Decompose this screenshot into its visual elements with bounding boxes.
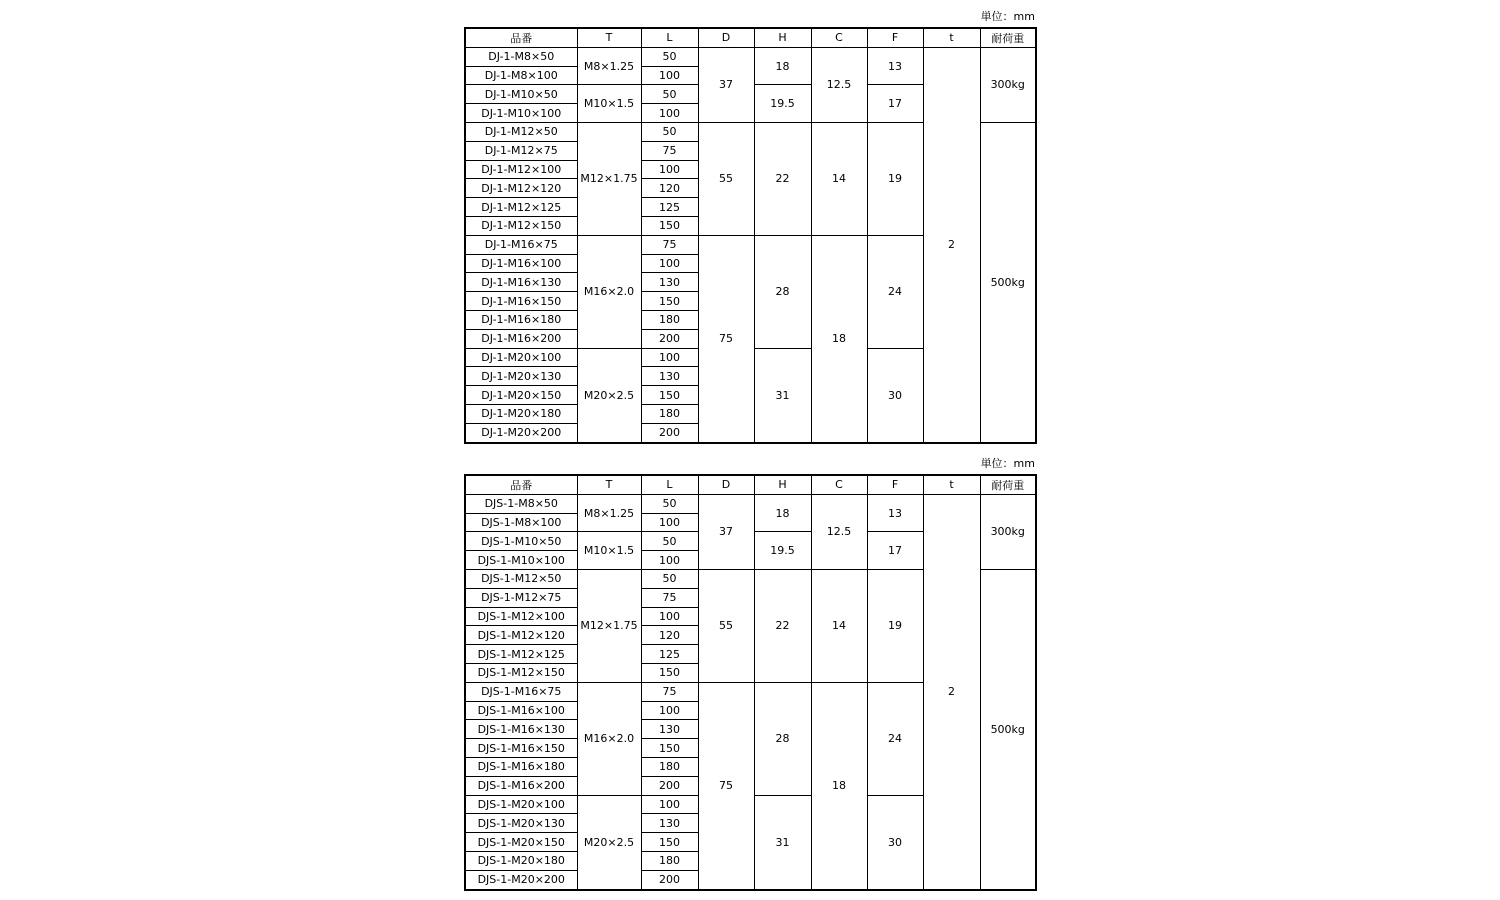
table-header-row [465, 28, 1036, 47]
length-cell: 75 [641, 682, 698, 701]
table-row [465, 47, 1036, 66]
part-number-cell: DJ-1-M20×200 [465, 423, 577, 442]
header-load-capacity: 耐荷重 [980, 28, 1036, 47]
d-cell: 75 [698, 682, 754, 889]
f-cell: 13 [867, 47, 923, 85]
part-number-cell: DJ-1-M16×180 [465, 310, 577, 329]
length-cell: 180 [641, 404, 698, 423]
h-cell: 31 [754, 348, 811, 442]
header-part-number: 品番 [465, 475, 577, 494]
length-cell: 50 [641, 47, 698, 66]
h-cell: 19.5 [754, 85, 811, 123]
header-thread: T [577, 28, 641, 47]
header-h: H [754, 28, 811, 47]
load-capacity-cell: 300kg [980, 47, 1036, 122]
part-number-cell: DJS-1-M12×50 [465, 569, 577, 588]
length-cell: 100 [641, 66, 698, 85]
table-header-row [465, 475, 1036, 494]
f-cell: 19 [867, 569, 923, 682]
length-cell: 100 [641, 160, 698, 179]
part-number-cell: DJS-1-M8×100 [465, 513, 577, 532]
length-cell: 100 [641, 607, 698, 626]
thread-cell: M12×1.75 [577, 569, 641, 682]
length-cell: 125 [641, 198, 698, 217]
c-cell: 14 [811, 122, 867, 235]
part-number-cell: DJ-1-M16×150 [465, 292, 577, 311]
length-cell: 100 [641, 348, 698, 367]
f-cell: 24 [867, 682, 923, 795]
part-number-cell: DJ-1-M8×100 [465, 66, 577, 85]
spec-table-dj [464, 27, 1037, 444]
length-cell: 120 [641, 626, 698, 645]
d-cell: 37 [698, 47, 754, 122]
thread-cell: M16×2.0 [577, 682, 641, 795]
h-cell: 22 [754, 569, 811, 682]
length-cell: 120 [641, 179, 698, 198]
part-number-cell: DJS-1-M20×150 [465, 833, 577, 852]
thread-cell: M12×1.75 [577, 122, 641, 235]
part-number-cell: DJS-1-M12×100 [465, 607, 577, 626]
length-cell: 200 [641, 776, 698, 795]
part-number-cell: DJS-1-M16×130 [465, 720, 577, 739]
load-capacity-cell: 500kg [980, 122, 1036, 442]
part-number-cell: DJ-1-M12×125 [465, 198, 577, 217]
length-cell: 100 [641, 513, 698, 532]
length-cell: 180 [641, 757, 698, 776]
part-number-cell: DJS-1-M16×75 [465, 682, 577, 701]
part-number-cell: DJS-1-M20×100 [465, 795, 577, 814]
length-cell: 130 [641, 367, 698, 386]
header-length: L [641, 475, 698, 494]
c-cell: 12.5 [811, 494, 867, 569]
d-cell: 55 [698, 122, 754, 235]
thread-cell: M10×1.5 [577, 532, 641, 570]
thread-cell: M10×1.5 [577, 85, 641, 123]
part-number-cell: DJS-1-M20×180 [465, 851, 577, 870]
part-number-cell: DJ-1-M16×75 [465, 235, 577, 254]
length-cell: 50 [641, 122, 698, 141]
h-cell: 19.5 [754, 532, 811, 570]
length-cell: 180 [641, 310, 698, 329]
f-cell: 13 [867, 494, 923, 532]
thread-cell: M16×2.0 [577, 235, 641, 348]
d-cell: 75 [698, 235, 754, 442]
length-cell: 150 [641, 663, 698, 682]
length-cell: 130 [641, 720, 698, 739]
thread-cell: M8×1.25 [577, 47, 641, 85]
t-cell: 2 [923, 494, 980, 889]
header-load-capacity: 耐荷重 [980, 475, 1036, 494]
thread-cell: M20×2.5 [577, 348, 641, 442]
part-number-cell: DJS-1-M10×50 [465, 532, 577, 551]
length-cell: 100 [641, 795, 698, 814]
f-cell: 17 [867, 85, 923, 123]
d-cell: 37 [698, 494, 754, 569]
length-cell: 150 [641, 216, 698, 235]
spec-table-djs [464, 474, 1037, 891]
length-cell: 130 [641, 814, 698, 833]
h-cell: 18 [754, 47, 811, 85]
header-thread: T [577, 475, 641, 494]
f-cell: 19 [867, 122, 923, 235]
part-number-cell: DJS-1-M10×100 [465, 551, 577, 570]
part-number-cell: DJS-1-M12×75 [465, 588, 577, 607]
length-cell: 100 [641, 104, 698, 123]
length-cell: 100 [641, 254, 698, 273]
part-number-cell: DJ-1-M16×100 [465, 254, 577, 273]
c-cell: 14 [811, 569, 867, 682]
header-t: t [923, 475, 980, 494]
length-cell: 125 [641, 645, 698, 664]
part-number-cell: DJ-1-M20×150 [465, 386, 577, 405]
length-cell: 200 [641, 423, 698, 442]
length-cell: 150 [641, 739, 698, 758]
part-number-cell: DJ-1-M12×150 [465, 216, 577, 235]
c-cell: 12.5 [811, 47, 867, 122]
header-length: L [641, 28, 698, 47]
h-cell: 28 [754, 235, 811, 348]
part-number-cell: DJ-1-M20×100 [465, 348, 577, 367]
part-number-cell: DJS-1-M12×150 [465, 663, 577, 682]
unit-label: 単位：mm [980, 457, 1035, 470]
part-number-cell: DJS-1-M12×120 [465, 626, 577, 645]
length-cell: 50 [641, 569, 698, 588]
length-cell: 150 [641, 833, 698, 852]
f-cell: 30 [867, 795, 923, 889]
header-c: C [811, 475, 867, 494]
part-number-cell: DJS-1-M16×150 [465, 739, 577, 758]
f-cell: 24 [867, 235, 923, 348]
part-number-cell: DJ-1-M12×75 [465, 141, 577, 160]
thread-cell: M20×2.5 [577, 795, 641, 889]
h-cell: 28 [754, 682, 811, 795]
header-f: F [867, 475, 923, 494]
length-cell: 180 [641, 851, 698, 870]
load-capacity-cell: 300kg [980, 494, 1036, 569]
h-cell: 22 [754, 122, 811, 235]
header-part-number: 品番 [465, 28, 577, 47]
part-number-cell: DJ-1-M16×200 [465, 329, 577, 348]
length-cell: 150 [641, 292, 698, 311]
part-number-cell: DJ-1-M12×100 [465, 160, 577, 179]
length-cell: 100 [641, 551, 698, 570]
part-number-cell: DJ-1-M10×100 [465, 104, 577, 123]
f-cell: 30 [867, 348, 923, 442]
part-number-cell: DJS-1-M16×180 [465, 757, 577, 776]
length-cell: 75 [641, 141, 698, 160]
length-cell: 50 [641, 532, 698, 551]
part-number-cell: DJ-1-M20×180 [465, 404, 577, 423]
part-number-cell: DJ-1-M12×120 [465, 179, 577, 198]
h-cell: 18 [754, 494, 811, 532]
length-cell: 50 [641, 85, 698, 104]
length-cell: 75 [641, 588, 698, 607]
part-number-cell: DJS-1-M12×125 [465, 645, 577, 664]
part-number-cell: DJ-1-M10×50 [465, 85, 577, 104]
length-cell: 75 [641, 235, 698, 254]
length-cell: 200 [641, 329, 698, 348]
length-cell: 200 [641, 870, 698, 889]
part-number-cell: DJ-1-M16×130 [465, 273, 577, 292]
part-number-cell: DJ-1-M8×50 [465, 47, 577, 66]
part-number-cell: DJS-1-M20×200 [465, 870, 577, 889]
length-cell: 50 [641, 494, 698, 513]
t-cell: 2 [923, 47, 980, 442]
part-number-cell: DJ-1-M12×50 [465, 122, 577, 141]
part-number-cell: DJ-1-M20×130 [465, 367, 577, 386]
length-cell: 100 [641, 701, 698, 720]
header-t: t [923, 28, 980, 47]
part-number-cell: DJS-1-M20×130 [465, 814, 577, 833]
load-capacity-cell: 500kg [980, 569, 1036, 889]
c-cell: 18 [811, 682, 867, 889]
f-cell: 17 [867, 532, 923, 570]
thread-cell: M8×1.25 [577, 494, 641, 532]
part-number-cell: DJS-1-M8×50 [465, 494, 577, 513]
unit-label: 単位：mm [980, 10, 1035, 23]
part-number-cell: DJS-1-M16×100 [465, 701, 577, 720]
part-number-cell: DJS-1-M16×200 [465, 776, 577, 795]
header-c: C [811, 28, 867, 47]
header-h: H [754, 475, 811, 494]
h-cell: 31 [754, 795, 811, 889]
header-d: D [698, 475, 754, 494]
d-cell: 55 [698, 569, 754, 682]
c-cell: 18 [811, 235, 867, 442]
length-cell: 130 [641, 273, 698, 292]
header-d: D [698, 28, 754, 47]
table-row [465, 494, 1036, 513]
header-f: F [867, 28, 923, 47]
length-cell: 150 [641, 386, 698, 405]
